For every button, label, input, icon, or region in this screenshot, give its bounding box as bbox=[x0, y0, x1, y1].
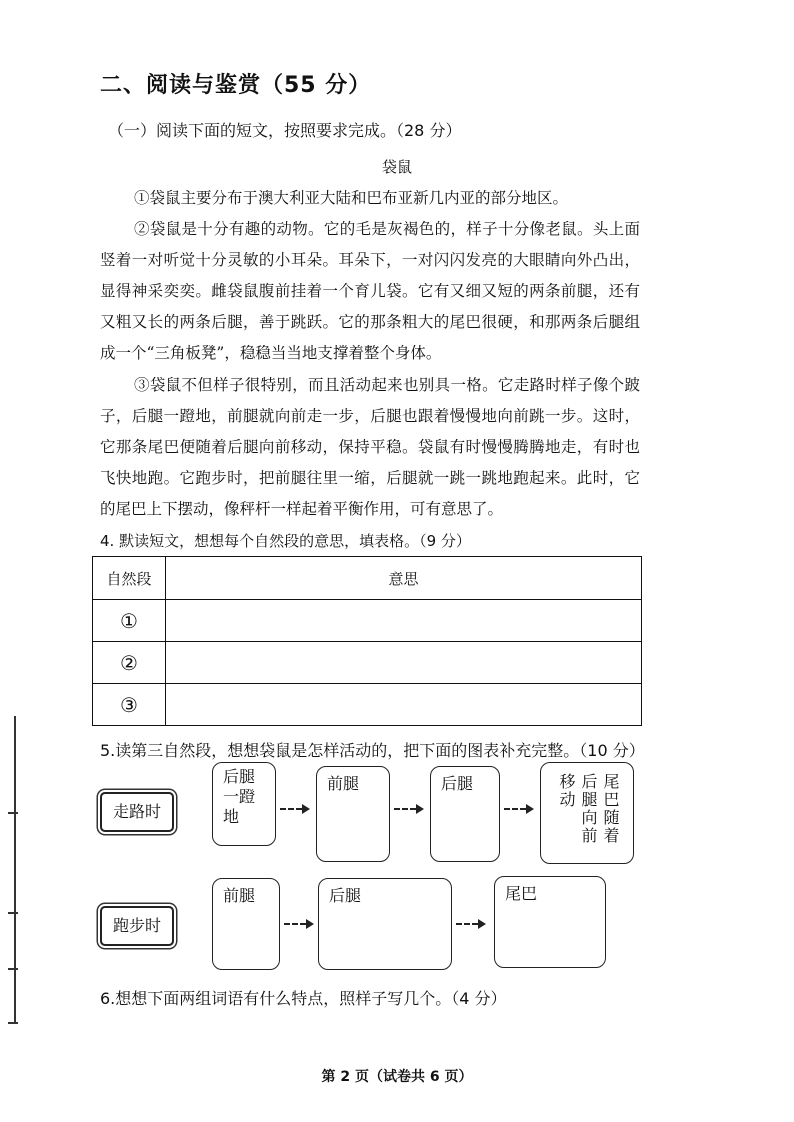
question-6-prompt: 6.想想下面两组词语有什么特点，照样子写几个。（4 分） bbox=[100, 989, 507, 1008]
table-header-row bbox=[93, 557, 642, 600]
answer-cell[interactable] bbox=[166, 642, 642, 684]
table-row bbox=[93, 684, 642, 726]
run-box-3-text: 尾巴 bbox=[505, 884, 538, 903]
paragraph-1: ①袋鼠主要分布于澳大利亚大陆和巴布亚新几内亚的部分地区。 bbox=[134, 189, 569, 207]
walk-label: 走路时 bbox=[100, 792, 174, 832]
passage-title: 袋鼠 bbox=[381, 158, 412, 176]
row-number: ② bbox=[93, 642, 166, 684]
row-number: ① bbox=[93, 600, 166, 642]
run-box-3[interactable] bbox=[494, 876, 606, 968]
header-meaning: 意思 bbox=[166, 557, 642, 600]
walk-box-1 bbox=[212, 762, 276, 846]
walk-box-1-text: 后腿一蹬地 bbox=[223, 767, 256, 826]
section-title: 二、阅读与鉴赏（55 分） bbox=[100, 73, 372, 98]
question-4-prompt: 4. 默读短文，想想每个自然段的意思，填表格。（9 分） bbox=[100, 532, 471, 550]
arrow-icon bbox=[280, 803, 310, 813]
run-box-2-text: 后腿 bbox=[329, 886, 362, 905]
arrow-icon bbox=[504, 803, 534, 813]
paragraph-2: ②袋鼠是十分有趣的动物。它的毛是灰褐色的，样子十分像老鼠。头上面竖着一对听觉十分灵敏的小耳朵。耳朵下，一对闪闪发亮的大眼睛向外凸出，显得神采奕奕。雌袋鼠腹前挂着一个育儿袋。它有又细又短的两条前腿，还有又粗又长的两条后腿，善于跳跃。它的那条粗大的尾巴很硬，和那两条后腿组成一个“三角板凳”，稳稳当当地支撑着整个身体。 bbox=[100, 220, 640, 362]
row-number: ③ bbox=[93, 684, 166, 726]
walk-box-4-text: 尾巴随着后腿向前移动 bbox=[557, 773, 620, 845]
walk-box-3-text: 后腿 bbox=[441, 774, 474, 793]
page-footer: 第 2 页（试卷共 6 页） bbox=[321, 1069, 473, 1085]
paragraph-meaning-table bbox=[92, 556, 642, 726]
part-title: （一）阅读下面的短文，按照要求完成。（28 分） bbox=[108, 121, 462, 140]
run-box-1[interactable] bbox=[212, 878, 280, 970]
run-label: 跑步时 bbox=[100, 906, 174, 946]
question-5-prompt: 5.读第三自然段，想想袋鼠是怎样活动的，把下面的图表补充完整。（10 分） bbox=[100, 741, 645, 760]
binding-tick bbox=[8, 812, 18, 814]
walk-box-2-text: 前腿 bbox=[327, 774, 360, 793]
binding-margin-line bbox=[14, 716, 16, 1024]
walk-box-4 bbox=[540, 762, 634, 864]
arrow-icon bbox=[456, 918, 486, 928]
binding-tick bbox=[8, 912, 18, 914]
paragraph-3: ③袋鼠不但样子很特别，而且活动起来也别具一格。它走路时样子像个跛子，后腿一蹬地，前腿就向前走一步，后腿也跟着慢慢地向前跳一步。这时，它那条尾巴便随着后腿向前移动，保持平稳。袋鼠有时慢慢腾腾地走，有时也飞快地跑。它跑步时，把前腿往里一缩，后腿就一跳一跳地跑起来。此时，它的尾巴上下摆动，像秤杆一样起着平衡作用，可有意思了。 bbox=[100, 376, 640, 518]
binding-tick bbox=[8, 1022, 18, 1024]
walk-box-2[interactable] bbox=[316, 766, 390, 862]
table-row bbox=[93, 600, 642, 642]
arrow-icon bbox=[394, 803, 424, 813]
header-paragraph: 自然段 bbox=[93, 557, 166, 600]
run-box-2[interactable] bbox=[318, 878, 452, 970]
table-row bbox=[93, 642, 642, 684]
arrow-icon bbox=[284, 918, 314, 928]
answer-cell[interactable] bbox=[166, 600, 642, 642]
walk-box-3[interactable] bbox=[430, 766, 500, 862]
answer-cell[interactable] bbox=[166, 684, 642, 726]
run-box-1-text: 前腿 bbox=[223, 886, 256, 905]
binding-tick bbox=[8, 968, 18, 970]
